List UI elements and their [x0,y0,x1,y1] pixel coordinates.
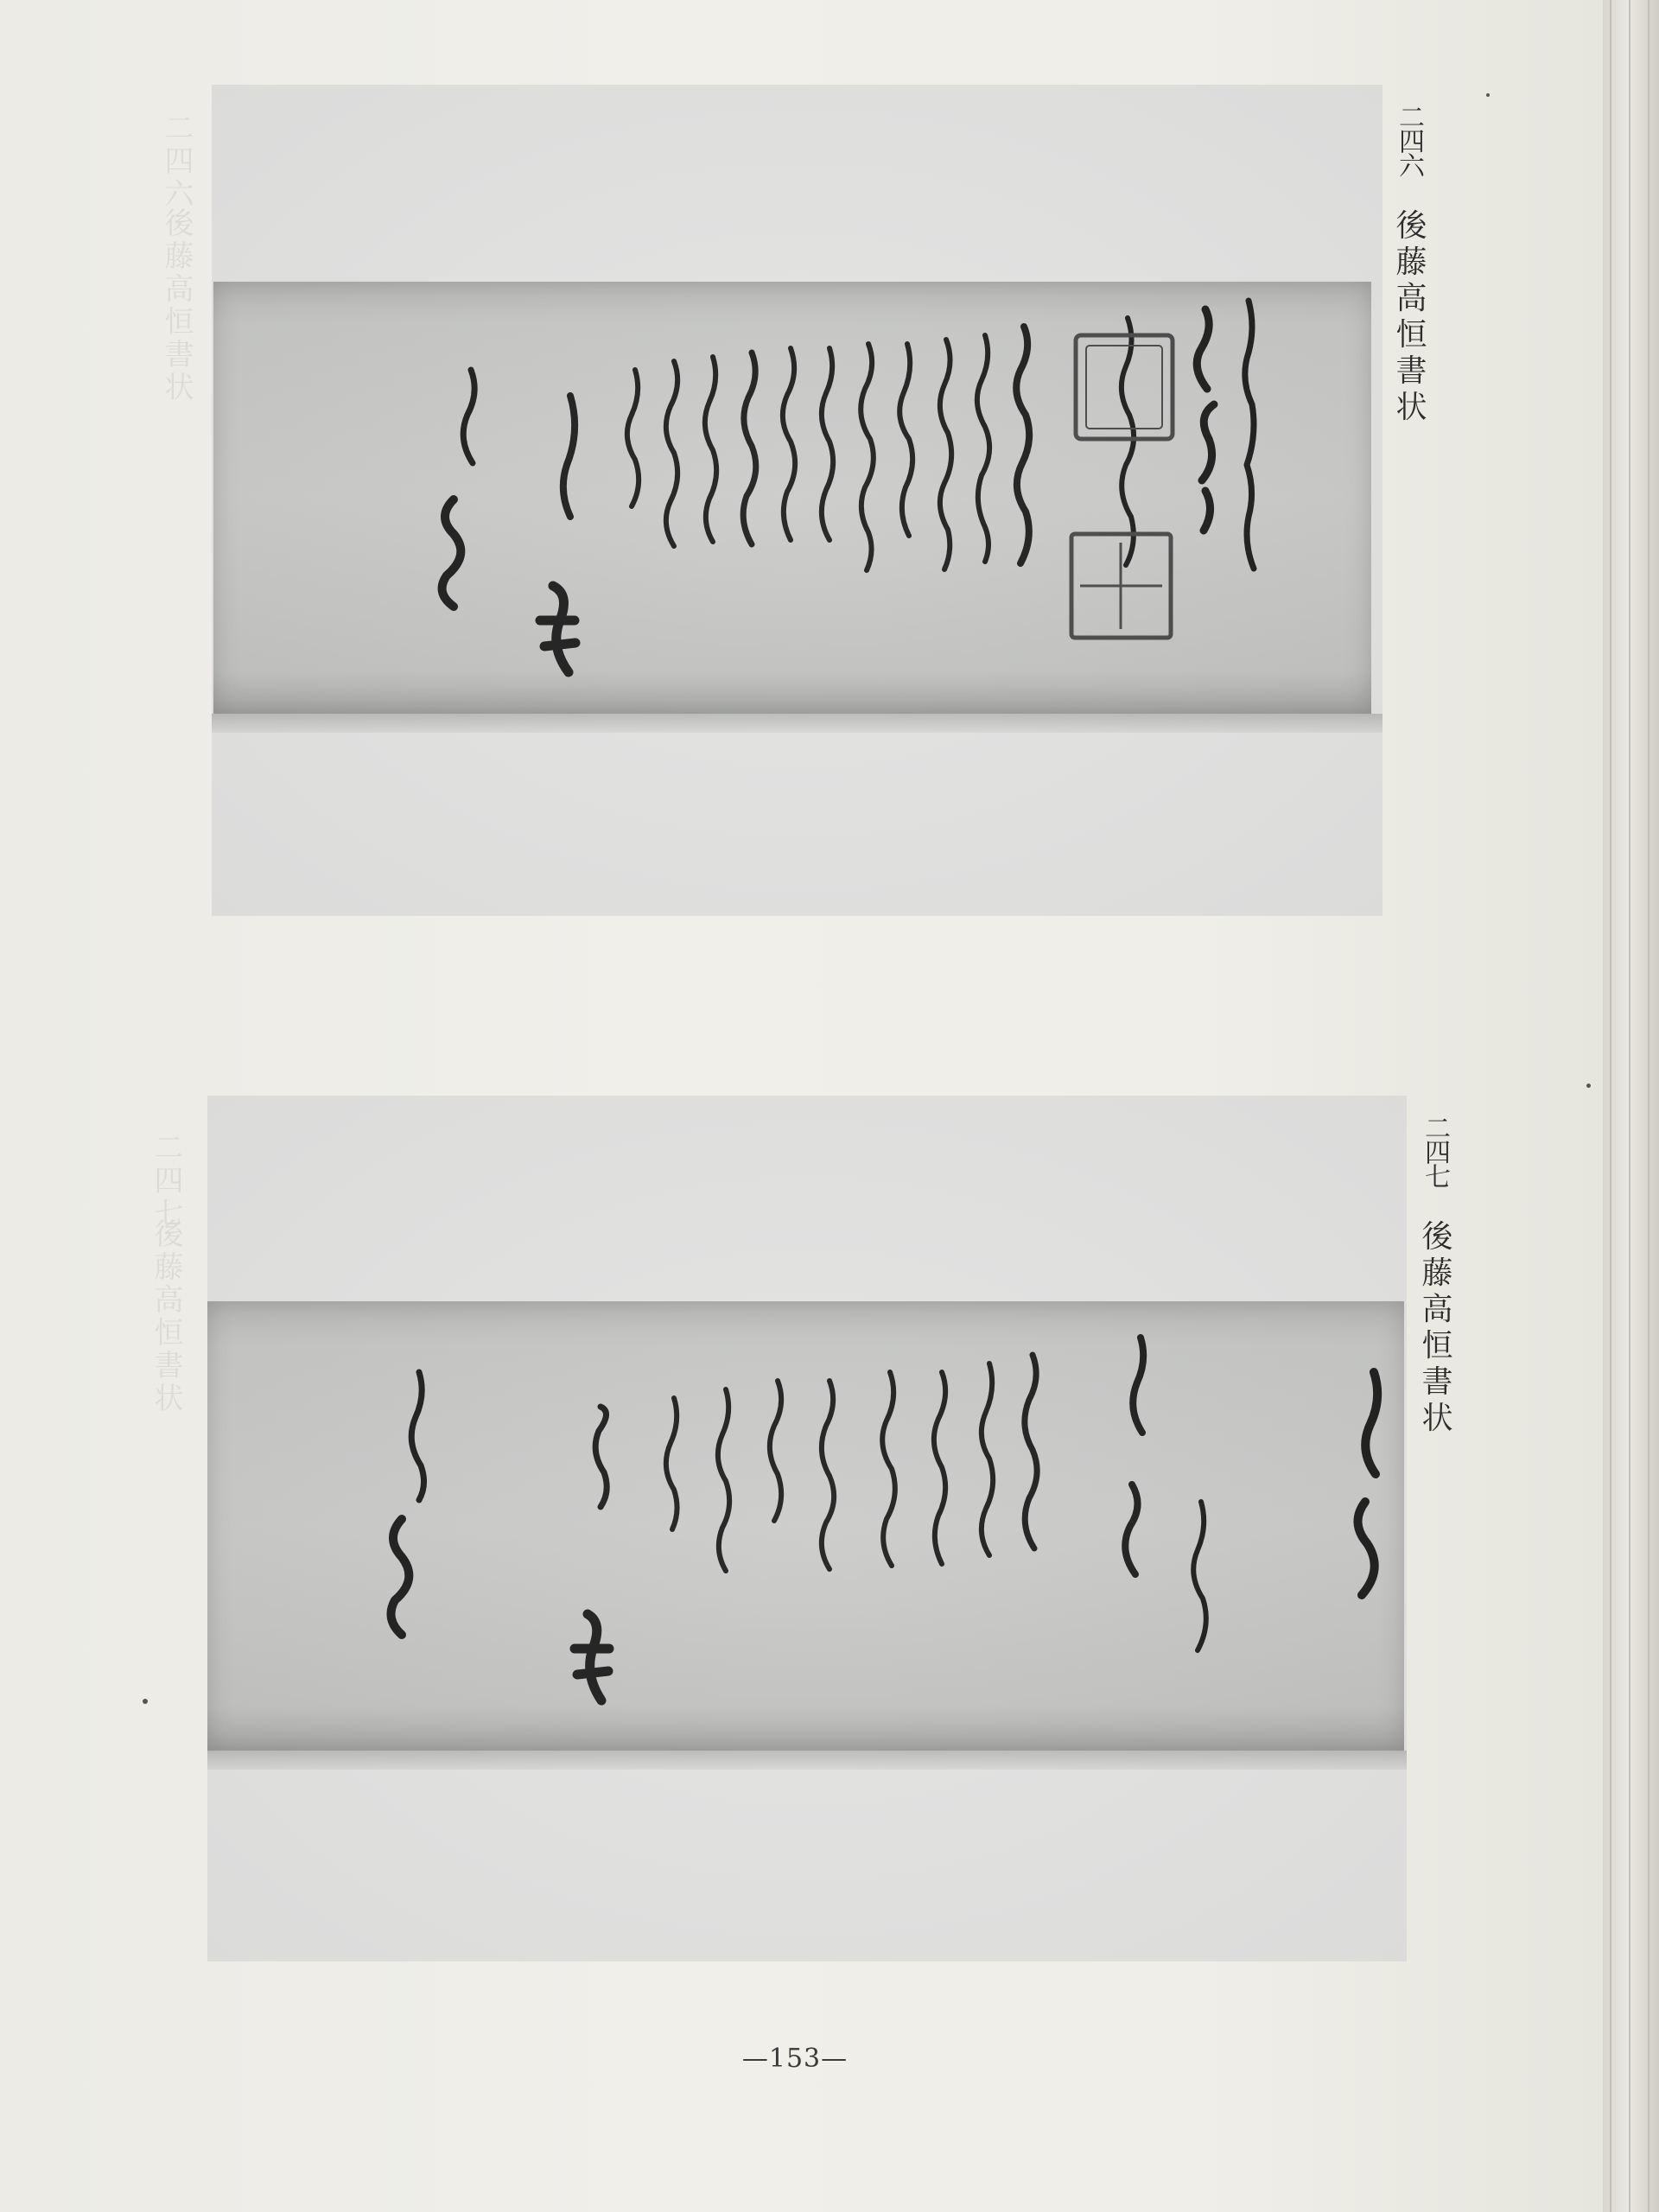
document-title: 後藤高恒書状 [1391,208,1427,427]
brush-stroke [770,1381,781,1521]
brush-stroke [666,361,677,546]
brush-stroke [861,344,874,570]
brush-stroke [1125,1338,1143,1574]
document-number: 二四六 [1394,104,1424,176]
page-edge-line [1629,0,1630,2212]
show-through-number-1: 二四六 [159,112,194,211]
brush-stroke [783,348,795,540]
document-title: 後藤高恒書状 [1417,1219,1452,1438]
page-number: —153— [741,2044,849,2074]
page-edge-line [1610,0,1611,2212]
show-through-title-2: 後藤高恒書状 [149,1218,183,1415]
seal-lower [1071,534,1171,638]
brush-stroke [940,340,951,569]
brush-stroke [575,1614,609,1700]
brush-stroke [1016,327,1029,563]
brush-stroke [463,370,474,463]
brush-stroke [982,1363,993,1555]
page-stack-edge [1603,0,1659,2212]
calligraphy [207,1096,1407,1961]
brush-stroke [563,396,575,517]
brush-stroke [822,1381,834,1569]
caption-247 [1419,1115,1450,1437]
brush-stroke [899,344,912,536]
brush-stroke [1122,318,1134,565]
brush-stroke [718,1389,729,1571]
document-photo-247 [207,1096,1407,1961]
brush-stroke [1193,1502,1206,1650]
brush-stroke [442,499,461,607]
show-through-title-1: 後藤高恒書状 [159,207,194,404]
seal-upper [1076,335,1173,439]
brush-stroke [1197,309,1214,531]
brush-stroke [743,353,756,544]
brush-stroke [595,1407,607,1507]
brush-stroke [934,1372,945,1564]
brush-stroke [822,348,833,540]
brush-stroke [411,1372,423,1500]
page-edge-line [1648,0,1649,2212]
speck [143,1699,148,1704]
brush-stroke [666,1398,677,1529]
speck [1486,93,1490,97]
show-through-number-2: 二四七 [149,1132,183,1230]
brush-stroke [882,1372,895,1566]
brush-stroke [391,1519,410,1635]
brush-stroke [1357,1372,1377,1595]
caption-246 [1391,104,1427,427]
document-number: 二四七 [1420,1115,1450,1187]
brush-stroke [705,357,716,542]
brush-stroke [1245,301,1254,569]
speck [1586,1084,1591,1088]
document-photo-246 [212,85,1382,916]
brush-stroke [627,370,639,506]
brush-stroke [540,586,575,672]
calligraphy-and-seals [212,85,1382,916]
brush-stroke [977,335,989,562]
brush-stroke [1025,1355,1037,1548]
